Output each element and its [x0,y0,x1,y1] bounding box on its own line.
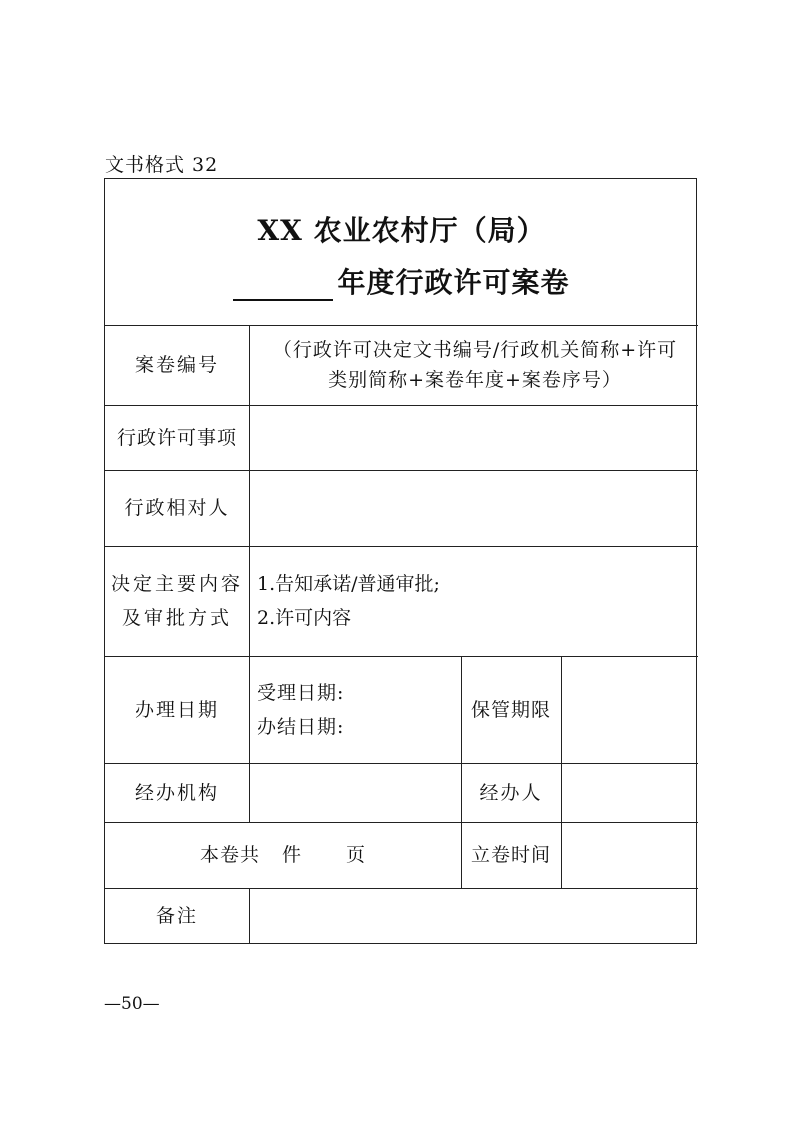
volume-pages-unit: 页 [346,844,367,866]
counterparty-label: 行政相对人 [124,497,230,519]
dates-label: 办理日期 [134,698,219,721]
page-number: —50— [104,994,160,1014]
handler-label: 经办人 [479,781,543,804]
accept-date-label: 受理日期: [257,681,345,704]
title-line-2-suffix: 年度行政许可案卷 [337,266,570,299]
case-file-cover-table [104,178,697,944]
permit-item-label: 行政许可事项 [116,426,237,449]
filing-time-label: 立卷时间 [470,844,551,866]
decision-value-line-2: 2.许可内容 [257,607,352,629]
volume-count [105,822,461,888]
decision-value [249,546,698,656]
permit-item-value [249,405,698,470]
year-blank [233,271,333,301]
retention-value [561,656,698,763]
volume-prefix: 本卷共 [199,844,260,866]
filing-time-value [561,822,698,888]
handler-value [561,763,698,822]
doc-format-label: 文书格式 32 [105,154,219,176]
case-number-value: （行政许可决定文书编号/行政机关简称+许可类别简称+案卷年度+案卷序号） [272,339,678,391]
agency-label: 经办机构 [134,781,219,804]
decision-label: 决定主要内容及审批方式 [111,573,244,629]
decision-value-line-1: 1.告知承诺/普通审批; [257,573,440,595]
title-line-1: XX 农业农村厅（局） [257,214,546,247]
complete-date-label: 办结日期: [257,715,345,738]
remarks-label: 备注 [155,904,198,927]
title-line-2 [105,261,698,301]
agency-value [249,763,461,822]
counterparty-value [249,470,698,546]
retention-label: 保管期限 [470,698,551,721]
case-number-label: 案卷编号 [134,354,219,376]
volume-pieces-unit: 件 [281,844,302,866]
dates-value [249,656,461,763]
remarks-value [249,888,698,943]
